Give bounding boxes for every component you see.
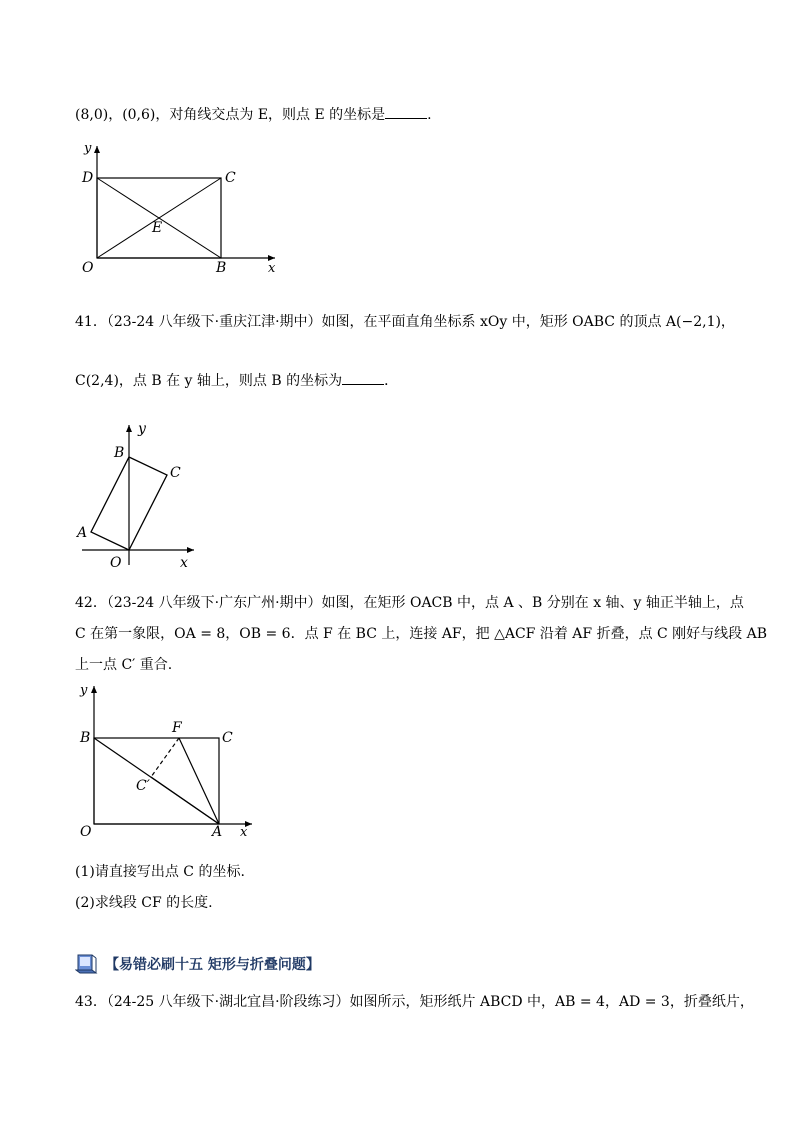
label-x: x (240, 825, 248, 838)
answer-blank (342, 370, 384, 385)
label-x: x (180, 555, 188, 571)
q41-end: ． (384, 373, 399, 389)
label-y: y (80, 683, 88, 698)
label-a: A (212, 824, 223, 838)
label-b: B (114, 445, 125, 461)
label-d: D (82, 170, 94, 186)
label-y: y (84, 141, 92, 156)
label-b: B (80, 730, 91, 746)
label-b: B (216, 260, 227, 276)
q42-line2: C 在第一象限，OA = 8，OB = 6．点 F 在 BC 上，连接 AF，把 △ACF 沿着 AF 折叠，点 C 刚好与线段 AB (75, 626, 768, 642)
q42-line1: 42．（23-24 八年级下·广东广州·期中）如图，在矩形 OACB 中，点 A 、B 分别在 x 轴、y 轴正半轴上，点 (75, 595, 744, 611)
q42-sub1: (1)请直接写出点 C 的坐标. (75, 864, 245, 880)
label-c: C (225, 170, 236, 186)
q41-line1: 41．（23-24 八年级下·重庆江津·期中）如图，在平面直角坐标系 xOy 中，矩形 OABC 的顶点 A(−2,1)， (75, 314, 735, 330)
label-a: A (77, 525, 88, 541)
book-icon (75, 953, 99, 975)
label-o: O (82, 260, 94, 276)
label-c: C (170, 465, 181, 481)
label-o: O (110, 555, 122, 571)
q42-sub2: (2)求线段 CF 的长度. (75, 895, 213, 911)
q43-line1: 43．（24-25 八年级下·湖北宜昌·阶段练习）如图所示，矩形纸片 ABCD 中，AB = 4，AD = 3，折叠纸片， (75, 994, 754, 1010)
figure-q40 (70, 140, 290, 280)
q40-text: (8,0)，(0,6)，对角线交点为 E，则点 E 的坐标是 (75, 107, 386, 123)
label-c: C (222, 730, 233, 746)
q41-line2-wrap (75, 370, 398, 391)
answer-blank (385, 104, 427, 119)
figure-q42 (72, 678, 262, 838)
section-header (75, 952, 320, 976)
label-y: y (138, 421, 146, 437)
q42-line3: 上一点 C′ 重合. (75, 657, 173, 673)
q41-line2: C(2,4)，点 B 在 y 轴上，则点 B 的坐标为 (75, 373, 343, 389)
label-f: F (172, 720, 182, 736)
label-x: x (268, 261, 276, 276)
q40-end: . (427, 107, 432, 123)
section-title: 【易错必刷十五 矩形与折叠问题】 (105, 957, 320, 973)
figure-q41 (72, 415, 212, 575)
label-c-prime: C′ (136, 778, 150, 794)
q40-text-line (75, 104, 432, 125)
label-e: E (152, 220, 163, 236)
label-o: O (80, 824, 92, 838)
